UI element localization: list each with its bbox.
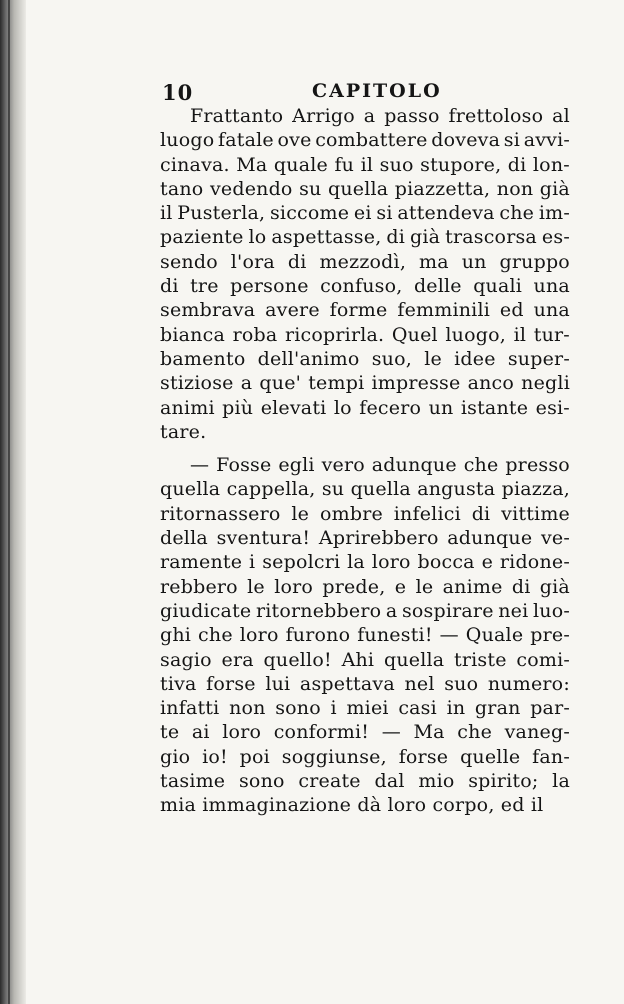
text-line: — Fosse egli vero adunque che presso: [190, 454, 570, 477]
text-line: stiziose a que' tempi impresse anco negli: [160, 372, 570, 395]
paragraph: [160, 104, 570, 444]
text-line: tano vedendo su quella piazzetta, non già: [160, 177, 570, 200]
text-line: sembrava avere forme femminili ed una: [160, 299, 570, 322]
text-line: bamento dell'animo suo, le idee super-: [160, 347, 570, 370]
text-line: te ai loro conformi! — Ma che vaneg-: [160, 721, 570, 744]
text-line: tiva forse lui aspettava nel suo numero:: [160, 672, 570, 695]
body-text: [160, 104, 570, 818]
text-line: ramente i sepolcri la loro bocca e ridone-: [160, 551, 570, 574]
text-line: tasime sono create dal mio spirito; la: [160, 770, 570, 793]
text-line: ritornassero le ombre infelici di vittime: [160, 502, 570, 525]
text-line: animi più elevati lo fecero un istante esi-: [160, 396, 570, 419]
text-line: della sventura! Aprirebbero adunque ve-: [160, 527, 570, 550]
text-line: gio io! poi soggiunse, forse quelle fan-: [160, 745, 570, 768]
text-line: cinava. Ma quale fu il suo stupore, di lon-: [160, 153, 570, 176]
text-line: sendo l'ora di mezzodì, ma un gruppo: [160, 250, 570, 273]
text-line: bianca roba ricoprirla. Quel luogo, il tur-: [160, 323, 570, 346]
text-line: luogo fatale ove combattere doveva si avvi-: [160, 129, 570, 152]
text-line: di tre persone confuso, delle quali una: [160, 275, 570, 298]
page-binding-edge: [0, 0, 26, 1004]
text-line: il Pusterla, siccome ei si attendeva che im-: [160, 202, 570, 225]
text-line: quella cappella, su quella angusta piazza,: [160, 478, 570, 501]
text-line: giudicate ritornebbero a sospirare nei luo-: [160, 599, 570, 622]
paragraph: [160, 453, 570, 817]
paragraph-gap: [160, 444, 570, 453]
text-line: rebbero le loro prede, e le anime di già: [160, 575, 570, 598]
binding-shadow-line: [8, 0, 10, 1004]
chapter-title: CAPITOLO: [312, 80, 442, 102]
text-line: Frattanto Arrigo a passo frettoloso al: [190, 105, 570, 127]
text-line: tare.: [160, 420, 207, 443]
text-line: mia immaginazione dà loro corpo, ed il: [160, 794, 544, 817]
page-number: 10: [162, 80, 194, 105]
text-line: ghi che loro furono funesti! — Quale pre-: [160, 624, 570, 647]
text-line: sagio era quello! Ahi quella triste comi-: [160, 648, 570, 671]
text-line: paziente lo aspettasse, di già trascorsa es-: [160, 226, 570, 249]
text-line: infatti non sono i miei casi in gran par-: [160, 697, 570, 720]
